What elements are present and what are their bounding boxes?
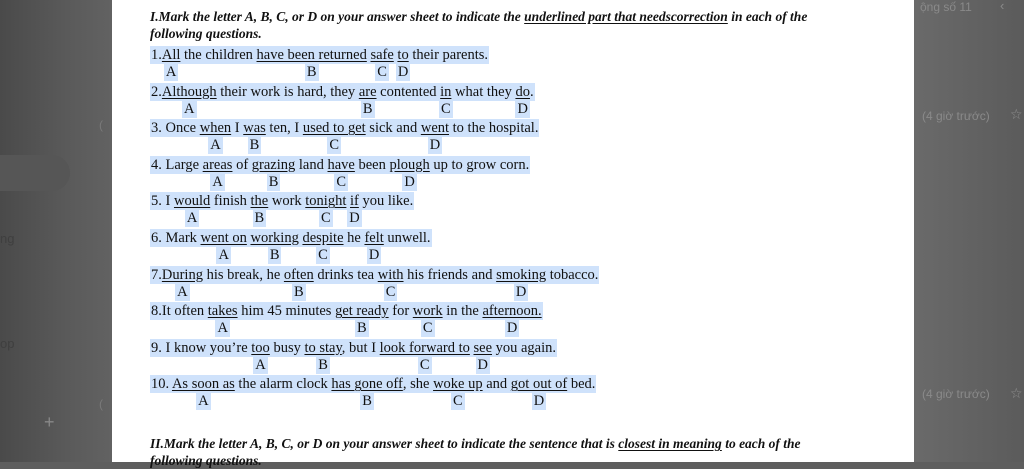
option-letters: [150, 173, 750, 191]
option-letters: [150, 136, 750, 154]
sentence-text: he: [343, 230, 365, 246]
sentence-text: .: [529, 83, 534, 100]
option-letter-b: B: [306, 64, 317, 80]
option-letters: [150, 283, 750, 301]
sentence-text: in the: [442, 303, 483, 320]
option-letter-b: B: [357, 320, 367, 337]
option-letter-a: A: [198, 393, 209, 410]
option-letter-b: B: [362, 100, 373, 117]
question-sentence: [150, 339, 557, 357]
chevron-left-icon[interactable]: ‹: [1000, 0, 1005, 13]
option-letters: [150, 392, 750, 410]
option-letter-c: C: [336, 173, 347, 190]
sentence-text: 10.: [151, 376, 172, 393]
sentence-text: up to grow corn.: [429, 156, 530, 173]
option-letters: [150, 100, 750, 118]
sentence-text: been: [354, 156, 390, 173]
section1-heading-underlined: underlined part that needscorrection: [524, 9, 728, 24]
right-ghost-title: ộng số 11: [920, 0, 972, 14]
sentence-text: his break, he: [202, 266, 284, 283]
sentence-text: unwell.: [383, 230, 431, 246]
bracket-icon: (: [99, 118, 103, 132]
option-letter-b: B: [269, 247, 280, 263]
option-letter-a: A: [186, 210, 198, 227]
option-letter-b: B: [249, 137, 260, 154]
question-sentence: [150, 119, 539, 137]
option-letter-a: A: [255, 356, 266, 373]
option-letter-a: A: [165, 64, 177, 80]
underlined-part: went on: [200, 230, 247, 246]
option-letter-a: A: [217, 320, 228, 337]
left-ghost-text-1: ng: [0, 231, 15, 246]
question-sentence: [150, 302, 543, 320]
option-letter-b: B: [293, 283, 304, 300]
option-letter-d: D: [397, 64, 409, 80]
option-letter-d: D: [349, 210, 360, 227]
underlined-part: grazing: [251, 156, 296, 173]
sentence-text: the alarm clock: [234, 376, 332, 393]
option-letter-d: D: [477, 356, 488, 373]
underlined-part: used to get: [302, 120, 366, 137]
option-letter-c: C: [422, 320, 433, 337]
option-letter-b: B: [268, 173, 279, 190]
plus-icon[interactable]: +: [44, 412, 55, 432]
sentence-text: 1.: [151, 47, 162, 63]
option-letters: [150, 246, 750, 264]
sentence-text: tobacco.: [546, 266, 599, 283]
option-letter-d: D: [368, 247, 380, 263]
underlined-part: smoking: [496, 266, 547, 283]
option-letter-c: C: [385, 283, 396, 300]
option-letter-c: C: [329, 137, 340, 154]
section2-heading: [150, 435, 801, 469]
underlined-part: woke up: [433, 376, 483, 393]
section2-heading-text-end: to each of the: [721, 436, 801, 451]
sentence-text: 4. Large: [151, 156, 203, 173]
sentence-text: ten, I: [265, 120, 303, 137]
section1-heading: [150, 8, 807, 42]
underlined-part: would: [173, 193, 211, 210]
option-letter-c: C: [440, 100, 451, 117]
sentence-text: his friends and: [403, 266, 497, 283]
sentence-text: 2.: [151, 83, 162, 100]
underlined-part: have been returned: [256, 47, 367, 63]
underlined-part: too: [251, 339, 270, 356]
underlined-part: get ready: [335, 303, 389, 320]
sentence-text: work: [268, 193, 306, 210]
sentence-text: and: [482, 376, 511, 393]
underlined-part: went: [420, 120, 450, 137]
option-letter-d: D: [404, 173, 415, 190]
option-letter-d: D: [515, 283, 527, 300]
sentence-text: for: [388, 303, 413, 320]
section2-heading-underlined: closest in meaning: [618, 436, 722, 451]
underlined-part: see: [473, 339, 492, 356]
sentence-text: busy: [269, 339, 305, 356]
sentence-text: you like.: [358, 193, 414, 210]
section1-heading-text: I.Mark the letter A, B, C, or D on your answer sheet to indicate the: [150, 9, 525, 24]
question-sentence: [150, 192, 414, 210]
underlined-part: All: [161, 47, 181, 63]
sentence-text: , but I: [341, 339, 380, 356]
underlined-part: with: [377, 266, 404, 283]
right-background-panel: [914, 0, 1024, 462]
option-letters: [150, 63, 750, 81]
question-sentence: [150, 375, 596, 393]
underlined-part: tonight: [305, 193, 347, 210]
sentence-text: of: [232, 156, 252, 173]
underlined-part: felt: [364, 230, 384, 246]
option-letter-a: A: [210, 137, 221, 154]
document-page: [112, 0, 914, 468]
underlined-part: if: [350, 193, 359, 210]
left-ghost-text-2: op: [0, 336, 15, 351]
sentence-text: what they: [451, 83, 516, 100]
sentence-text: to the hospital.: [449, 120, 539, 137]
sentence-text: drinks tea: [313, 266, 378, 283]
underlined-part: work: [412, 303, 443, 320]
option-letter-b: B: [318, 356, 328, 373]
star-icon[interactable]: ☆: [1010, 107, 1023, 123]
underlined-part: have: [327, 156, 355, 173]
option-letter-a: A: [212, 173, 223, 190]
left-ghost-bar: [0, 155, 70, 191]
sentence-text: 8.It often: [151, 303, 208, 320]
option-letters: [150, 356, 750, 374]
option-letter-c: C: [453, 393, 463, 410]
underlined-part: in: [440, 83, 452, 100]
sentence-text: him 45 minutes: [237, 303, 336, 320]
sentence-text: sick and: [365, 120, 421, 137]
option-letter-c: C: [377, 64, 387, 80]
question-sentence: [150, 83, 535, 101]
underlined-part: was: [243, 120, 266, 137]
underlined-part: got out of: [510, 376, 568, 393]
question-sentence: [150, 156, 530, 174]
option-letter-c: C: [320, 210, 331, 227]
sentence-text: land: [295, 156, 328, 173]
option-letter-c: C: [318, 247, 328, 263]
underlined-part: the: [250, 193, 269, 210]
underlined-part: afternoon.: [482, 303, 542, 320]
option-letter-a: A: [177, 283, 188, 300]
underlined-part: do: [515, 83, 530, 100]
sentence-text: the children: [180, 47, 257, 63]
sentence-text: contented: [376, 83, 441, 100]
underlined-part: look forward to: [379, 339, 470, 356]
section1-heading-text-end: in each of the: [727, 9, 808, 24]
question-sentence: [150, 46, 489, 64]
underlined-part: As soon as: [171, 376, 235, 393]
sentence-text: 7.: [151, 266, 162, 283]
left-background-panel: [0, 0, 112, 462]
sentence-text: 5. I: [151, 193, 174, 210]
right-ghost-time-1: (4 giờ trước): [922, 109, 990, 123]
underlined-part: are: [358, 83, 377, 100]
underlined-part: to: [397, 47, 409, 63]
underlined-part: areas: [202, 156, 233, 173]
option-letter-b: B: [254, 210, 265, 227]
option-letters: [150, 209, 750, 227]
sentence-text: you again.: [492, 339, 557, 356]
star-icon[interactable]: ☆: [1010, 386, 1023, 402]
option-letters: [150, 319, 750, 337]
sentence-text: 3. Once: [151, 120, 200, 137]
underlined-part: despite: [302, 230, 344, 246]
sentence-text: , she: [402, 376, 434, 393]
underlined-part: Although: [161, 83, 217, 100]
underlined-part: takes: [207, 303, 238, 320]
underlined-part: plough: [389, 156, 430, 173]
option-letter-d: D: [533, 393, 545, 410]
bracket-icon: (: [99, 397, 103, 411]
option-letter-c: C: [419, 356, 430, 373]
option-letter-a: A: [184, 100, 195, 117]
sentence-text: their parents.: [408, 47, 489, 63]
section2-heading-line2: following questions.: [150, 453, 262, 468]
right-ghost-time-2: (4 giờ trước): [922, 387, 990, 401]
question-sentence: [150, 229, 432, 247]
sentence-text: bed.: [567, 376, 596, 393]
option-letter-d: D: [506, 320, 518, 337]
section2-heading-text: II.Mark the letter A, B, C, or D on your answer sheet to indicate the sentence that is: [150, 436, 619, 451]
option-letter-d: D: [517, 100, 528, 117]
option-letter-a: A: [218, 247, 229, 263]
underlined-part: to stay: [304, 339, 342, 356]
sentence-text: I: [231, 120, 244, 137]
sentence-text: their work is hard, they: [216, 83, 359, 100]
underlined-part: working: [250, 230, 299, 246]
underlined-part: when: [199, 120, 232, 137]
underlined-part: safe: [370, 47, 394, 63]
question-sentence: [150, 266, 599, 284]
sentence-text: 9. I know you’re: [151, 339, 252, 356]
underlined-part: has gone off: [331, 376, 403, 393]
option-letter-d: D: [429, 137, 441, 154]
underlined-part: During: [161, 266, 203, 283]
sentence-text: finish: [210, 193, 251, 210]
sentence-text: 6. Mark: [151, 230, 201, 246]
section1-heading-line2: following questions.: [150, 26, 262, 41]
underlined-part: often: [283, 266, 314, 283]
option-letter-b: B: [362, 393, 372, 410]
